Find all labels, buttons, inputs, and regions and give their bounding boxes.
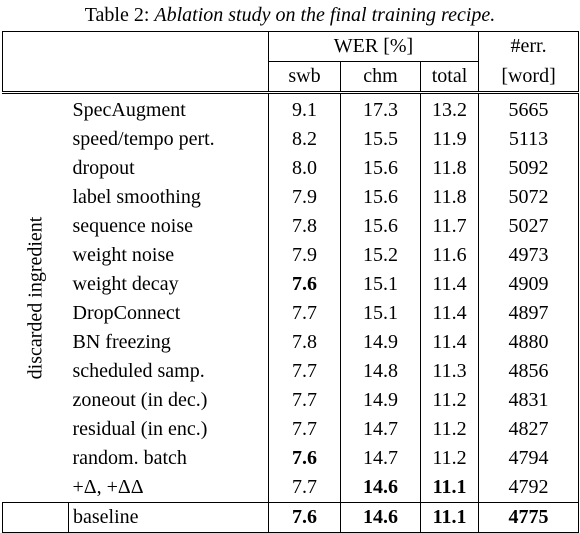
chm-value: 15.6	[341, 154, 421, 183]
total-value: 11.9	[421, 125, 479, 154]
swb-value: 7.9	[269, 183, 341, 212]
swb-value: 7.8	[269, 328, 341, 357]
err-value: 5027	[479, 212, 579, 241]
err-value: 5113	[479, 125, 579, 154]
table-row	[3, 241, 579, 270]
err-value: 4856	[479, 357, 579, 386]
swb-value: 7.7	[269, 473, 341, 503]
table-row	[3, 444, 579, 473]
chm-value: 15.5	[341, 125, 421, 154]
err-value: 4897	[479, 299, 579, 328]
total-value: 11.7	[421, 212, 479, 241]
err-value: 4792	[479, 473, 579, 503]
chm-value: 14.7	[341, 444, 421, 473]
header-empty-cell-2	[3, 62, 269, 93]
chm-value: 15.2	[341, 241, 421, 270]
ingredient-name: SpecAugment	[69, 93, 269, 126]
total-value: 11.8	[421, 183, 479, 212]
swb-value: 7.7	[269, 386, 341, 415]
total-value: 11.2	[421, 444, 479, 473]
chm-value: 14.9	[341, 328, 421, 357]
total-value: 11.8	[421, 154, 479, 183]
table-row	[3, 125, 579, 154]
total-value: 11.3	[421, 357, 479, 386]
swb-value: 8.0	[269, 154, 341, 183]
swb-value: 7.6	[269, 270, 341, 299]
table-row	[3, 415, 579, 444]
baseline-name: baseline	[69, 503, 269, 533]
baseline-empty-cell	[3, 503, 69, 533]
swb-value: 7.8	[269, 212, 341, 241]
ingredient-name: weight noise	[72, 244, 175, 266]
ingredient-name: scheduled samp.	[72, 360, 205, 382]
table-row	[3, 386, 579, 415]
err-value: 4973	[479, 241, 579, 270]
table-row	[3, 328, 579, 357]
swb-value: 7.9	[269, 241, 341, 270]
err-value: 5072	[479, 183, 579, 212]
baseline-row	[3, 503, 579, 533]
baseline-total: 11.1	[421, 503, 479, 533]
total-value: 11.2	[421, 415, 479, 444]
table-row	[3, 212, 579, 241]
err-value: 4827	[479, 415, 579, 444]
swb-value: 7.6	[269, 444, 341, 473]
swb-value: 7.7	[269, 357, 341, 386]
ingredient-name: dropout	[72, 157, 135, 179]
table-row	[3, 270, 579, 299]
table-row	[3, 357, 579, 386]
ingredient-name: sequence noise	[72, 215, 194, 237]
chm-value: 14.8	[341, 357, 421, 386]
baseline-swb: 7.6	[269, 503, 341, 533]
baseline-err: 4775	[479, 503, 579, 533]
table-row	[3, 154, 579, 183]
ingredient-name: +Δ, +ΔΔ	[72, 476, 144, 498]
total-value: 11.1	[421, 473, 479, 503]
ingredient-name: residual (in enc.)	[72, 418, 208, 440]
total-value: 13.2	[421, 93, 479, 126]
swb-value: 9.1	[269, 93, 341, 126]
chm-value: 15.6	[341, 212, 421, 241]
err-value: 4794	[479, 444, 579, 473]
ingredient-name: zoneout (in dec.)	[72, 389, 208, 411]
wer-group-header: WER [%]	[269, 32, 479, 62]
chm-value: 14.9	[341, 386, 421, 415]
ablation-table	[2, 31, 579, 533]
header-row-1	[3, 32, 579, 62]
err-group-header-line2: [word]	[479, 62, 579, 93]
err-group-header-line1: #err.	[479, 32, 579, 62]
header-row-2	[3, 62, 579, 93]
table-row	[3, 473, 579, 503]
ingredient-name: weight decay	[72, 273, 179, 295]
err-value: 5092	[479, 154, 579, 183]
total-value: 11.4	[421, 270, 479, 299]
table-row	[3, 183, 579, 212]
total-value: 11.6	[421, 241, 479, 270]
ingredient-name: BN freezing	[72, 331, 171, 353]
ingredient-name: label smoothing	[72, 186, 201, 208]
total-value: 11.4	[421, 299, 479, 328]
baseline-chm: 14.6	[341, 503, 421, 533]
swb-value: 7.7	[269, 415, 341, 444]
chm-value: 15.6	[341, 183, 421, 212]
chm-value: 14.6	[341, 473, 421, 503]
chm-value: 14.7	[341, 415, 421, 444]
ingredient-name: speed/tempo pert.	[72, 128, 215, 150]
swb-value: 8.2	[269, 125, 341, 154]
total-value: 11.2	[421, 386, 479, 415]
chm-value: 15.1	[341, 270, 421, 299]
col-header-chm: chm	[341, 62, 421, 93]
err-value: 5665	[479, 93, 579, 126]
err-value: 4880	[479, 328, 579, 357]
col-header-total: total	[421, 62, 479, 93]
table-row	[3, 93, 579, 126]
ingredient-name: DropConnect	[72, 302, 181, 324]
err-value: 4909	[479, 270, 579, 299]
header-empty-cell	[3, 32, 269, 62]
chm-value: 15.1	[341, 299, 421, 328]
err-value: 4831	[479, 386, 579, 415]
table-row	[3, 299, 579, 328]
swb-value: 7.7	[269, 299, 341, 328]
total-value: 11.4	[421, 328, 479, 357]
col-header-swb: swb	[269, 62, 341, 93]
caption-text: Ablation study on the final training recipe.	[154, 4, 496, 26]
group-label-cell	[3, 93, 69, 503]
ingredient-name: random. batch	[72, 447, 187, 469]
caption-label: Table 2:	[84, 4, 150, 26]
group-label: discarded ingredient	[24, 216, 46, 380]
chm-value: 17.3	[341, 93, 421, 126]
table-caption	[0, 0, 580, 30]
